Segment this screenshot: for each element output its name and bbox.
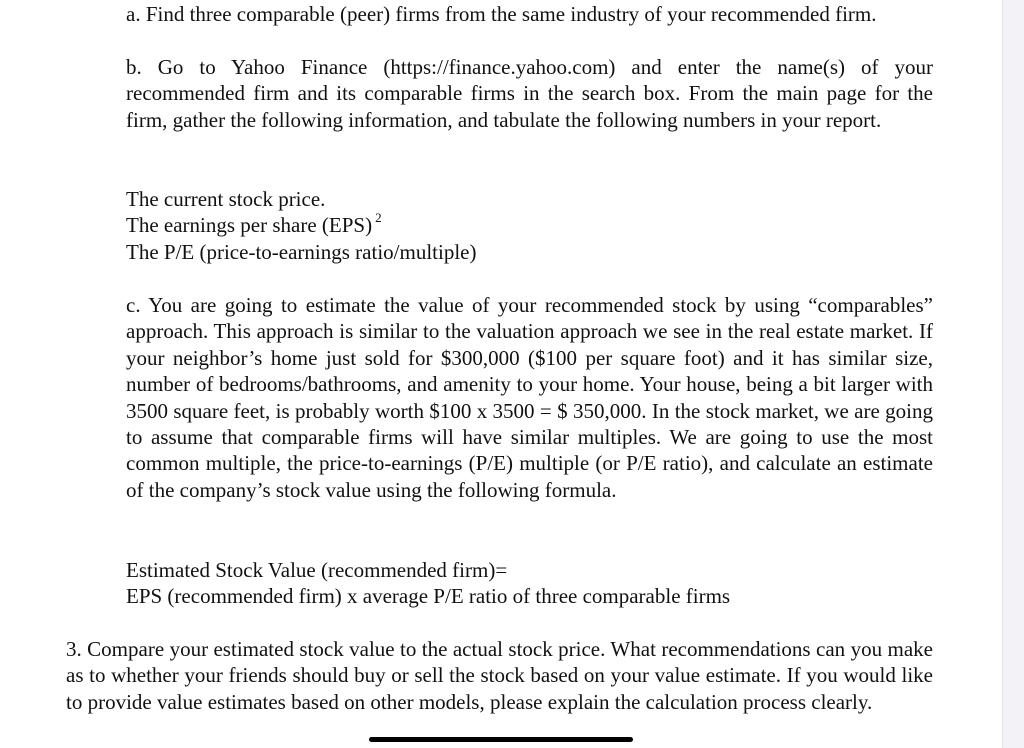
page-margin-gutter [1002,0,1024,748]
item-a-paragraph: a. Find three comparable (peer) firms from the same industry of your recommended firm. [126,2,877,26]
footnote-marker: 2 [375,210,382,226]
formula-line-1: Estimated Stock Value (recommended firm)= [126,558,508,582]
item-b-paragraph: b. Go to Yahoo Finance (https://finance.yahoo.com) and enter the name(s) of your recommended firm and its comparable firms in the search box. From the main page for the firm, gather the following information, and tabulate the following numbers in your report. [126,55,933,132]
item-c-paragraph: c. You are going to estimate the value of your recommended stock by using “comparables” approach. This approach is similar to the valuation approach we see in the real estate market. If your neighbor’s home just sold for $300,000 ($100 per square foot) and it has similar size, number of bedrooms/bathrooms, and amenity to your home. Your house, being a bit larger with 3500 square feet, is probably worth $100 x 3500 = $ 350,000. In the stock market, we are going to assume that comparable firms will have similar multiples. We are going to use the most common multiple, the price-to-earnings (P/E) multiple (or P/E ratio), and calculate an estimate of the company’s stock value using the following formula. [126,293,933,502]
info-stock-price: The current stock price. [126,187,326,211]
item-3-paragraph: 3. Compare your estimated stock value to the actual stock price. What recommendations can you make as to whether your friends should buy or sell the stock based on your value estimate. If you would like to provide value estimates based on other models, please explain the calculation process clearly. [66,637,933,714]
info-list [126,186,476,265]
info-pe-ratio: The P/E (price-to-earnings ratio/multiple) [126,239,477,264]
info-eps-line [126,212,476,238]
formula-line-2: EPS (recommended firm) x average P/E ratio of three comparable firms [126,584,731,609]
formula-block [126,557,730,610]
home-indicator-bar[interactable] [369,737,633,742]
info-eps: The earnings per share (EPS) [126,213,373,238]
